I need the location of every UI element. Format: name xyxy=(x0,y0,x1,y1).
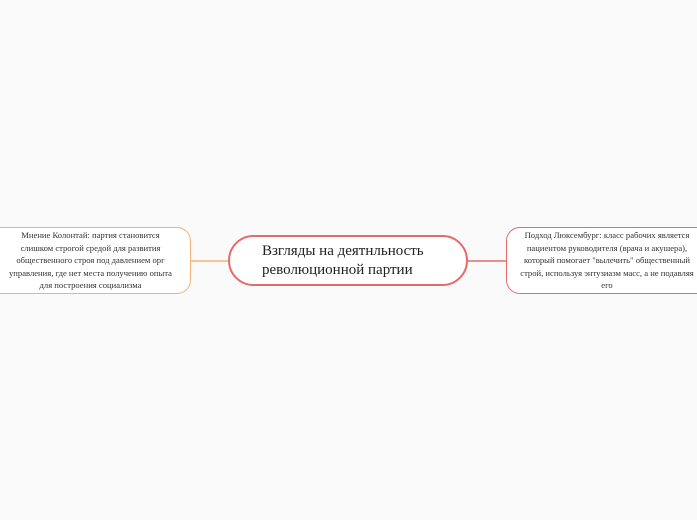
central-topic-title: Взгляды на деятнльность революционной партии xyxy=(262,242,424,278)
topic-node-luxemburg[interactable] xyxy=(506,227,697,294)
central-topic-node[interactable] xyxy=(228,235,468,286)
topic-text-luxemburg: Подход Люксембург: класс рабочих является пациентом руководителя (врача и акушера), который помогает "вылечить" общественный строй, используя энтузиазм масс, а не подавляя его xyxy=(520,230,694,291)
topic-text-kollontai: Мнение Колонтай: партия становится слишком строгой средой для развития общественного строя под давлением орг управления, где нет места получению опыта для построения социализма xyxy=(9,230,172,291)
topic-node-kollontai[interactable] xyxy=(0,227,191,294)
